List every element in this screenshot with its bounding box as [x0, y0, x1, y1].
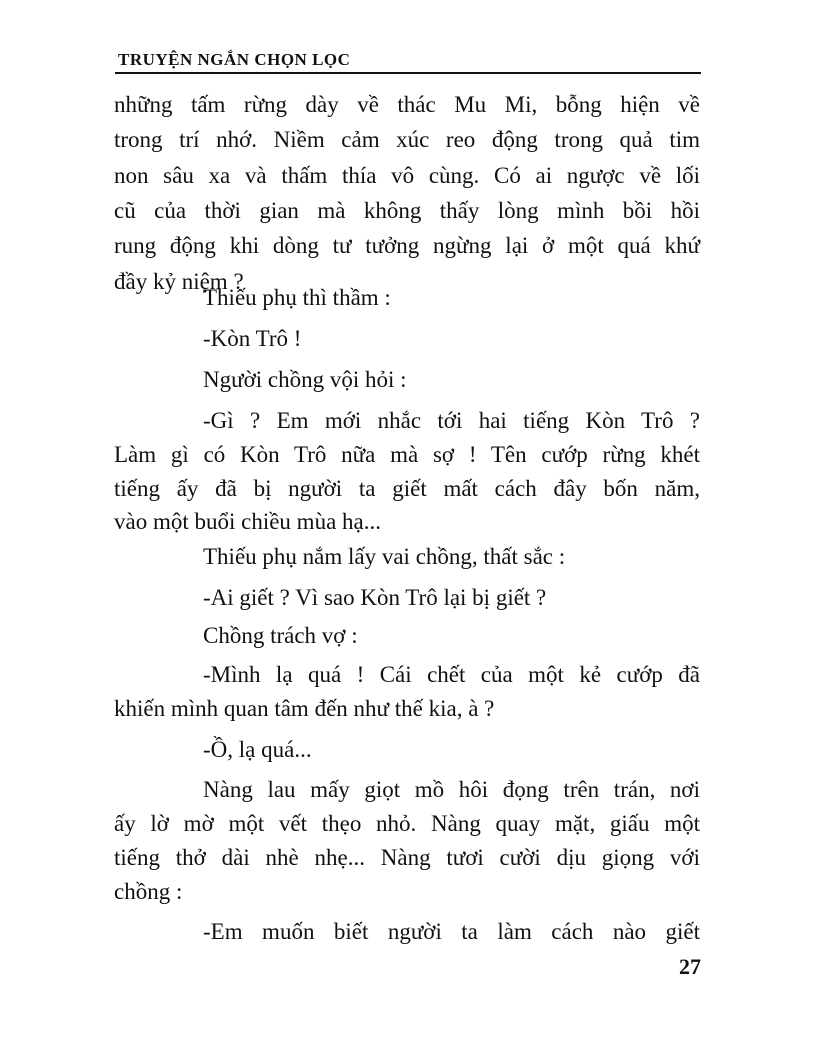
text-line: -Mình lạ quá ! Cái chết của một kẻ cướp đã	[203, 662, 700, 687]
text-line: cũ của thời gian mà không thấy lòng mình bồi hồi	[114, 198, 700, 223]
text-line: những tấm rừng dày về thác Mu Mi, bỗng hiện về	[114, 92, 700, 117]
text-line: tiếng ấy đã bị người ta giết mất cách đây bốn năm,	[114, 476, 700, 501]
text-line: -Em muốn biết người ta làm cách nào giết	[203, 919, 700, 944]
text-line: vào một buổi chiều mùa hạ...	[114, 509, 381, 534]
text-line: trong trí nhớ. Niềm cảm xúc reo động trong quả tim	[114, 127, 700, 152]
text-line: khiến mình quan tâm đến như thế kia, à ?	[114, 696, 495, 721]
text-line: Thiếu phụ thì thầm :	[203, 285, 391, 310]
running-header: TRUYỆN NGẮN CHỌN LỌC	[118, 50, 351, 69]
text-line: rung động khi dòng tư tưởng ngừng lại ở một quá khứ	[114, 233, 700, 258]
text-line: chồng :	[114, 879, 183, 904]
text-line: non sâu xa và thấm thía vô cùng. Có ai ngược về lối	[114, 163, 700, 188]
text-line: ấy lờ mờ một vết thẹo nhỏ. Nàng quay mặt, giấu một	[114, 811, 700, 836]
text-line: tiếng thở dài nhè nhẹ... Nàng tươi cười dịu giọng với	[114, 845, 700, 870]
text-line: -Ồ, lạ quá...	[203, 737, 312, 762]
text-line: Người chồng vội hỏi :	[203, 367, 407, 392]
text-line: Nàng lau mấy giọt mồ hôi đọng trên trán, nơi	[203, 777, 700, 802]
text-line: -Gì ? Em mới nhắc tới hai tiếng Kòn Trô ?	[203, 408, 700, 433]
text-line: Chồng trách vợ :	[203, 623, 358, 648]
text-line: Làm gì có Kòn Trô nữa mà sợ ! Tên cướp rừng khét	[114, 442, 700, 467]
text-line: -Kòn Trô !	[203, 326, 302, 351]
text-line: Thiếu phụ nắm lấy vai chồng, thất sắc :	[203, 544, 566, 569]
page-number: 27	[679, 954, 701, 979]
header-rule	[115, 72, 701, 74]
text-line: đầy kỷ niệm ?	[114, 269, 244, 294]
text-line: -Ai giết ? Vì sao Kòn Trô lại bị giết ?	[203, 585, 547, 610]
